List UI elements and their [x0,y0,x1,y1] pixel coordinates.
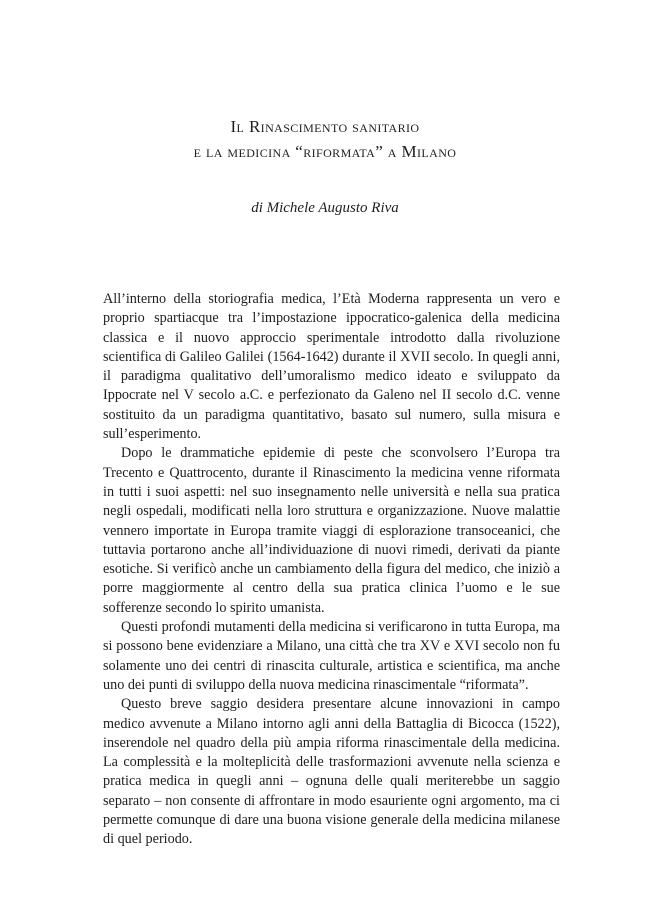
author-byline: di Michele Augusto Riva [251,200,399,216]
paragraph-1: All’interno della storiografia medica, l’Età Moderna rappresenta un vero e proprio spartiacque tra l’impostazione ippocratico-galenica della medicina classica e il nuovo approccio sperimentale introdotto dalla rivoluzione scientifica di Galileo Galilei (1564-1642) durante il XVII secolo. In quegli anni, il paradigma qualitativo dell’umoralismo medico ideato e sviluppato da Ippocrate nel V secolo a.C. e perfezionato da Galeno nel II secolo d.C. venne sostituito da un paradigma quantitativo, basato sul numero, sulla misura e sull’esperimento. [103,291,560,443]
paragraph-2: Dopo le drammatiche epidemie di peste che sconvolsero l’Europa tra Trecento e Quattrocento, durante il Rinascimento la medicina venne riformata in tutti i suoi aspetti: nel suo insegnamento nelle università e nella sua pratica negli ospedali, modificati nella loro struttura e organizzazione. Nuove malattie vennero importate in Europa tramite viaggi di esplorazione transoceanici, che tuttavia portarono anche all’individuazione di nuovi rimedi, derivati da piante esotiche. Si verificò anche un cambiamento della figura del medico, che iniziò a porre maggiormente al centro della sua pratica clinica l’uomo e le sue sofferenze secondo lo spirito umanista. [103,445,560,616]
page-title: Il Rinascimento sanitario [230,117,420,136]
paragraph-4: Questo breve saggio desidera presentare alcune innovazioni in campo medico avvenute a Milano intorno agli anni della Battaglia di Bicocca (1522), inserendole nel quadro della più ampia riforma rinascimentale della medicina. La complessità e la molteplicità delle trasformazioni avvenute nella scienza e pratica medica in quegli anni – ognuna delle quali meriterebbe un saggio separato – non consente di affrontare in modo esauriente ogni argomento, ma ci permette comunque di dare una buona visione generale della medicina milanese di quel periodo. [103,696,560,848]
page-title-line-2: e la medicina “riformata” a Milano [193,142,457,161]
body-text [103,290,560,850]
paragraph-3: Questi profondi mutamenti della medicina si verificarono in tutta Europa, ma si possono bene evidenziare a Milano, una città che tra XV e XVI secolo non fu solamente uno dei centri di rinascita culturale, artistica e scientifica, ma anche uno dei punti di sviluppo della nuova medicina rinascimentale “riformata”. [103,619,560,693]
